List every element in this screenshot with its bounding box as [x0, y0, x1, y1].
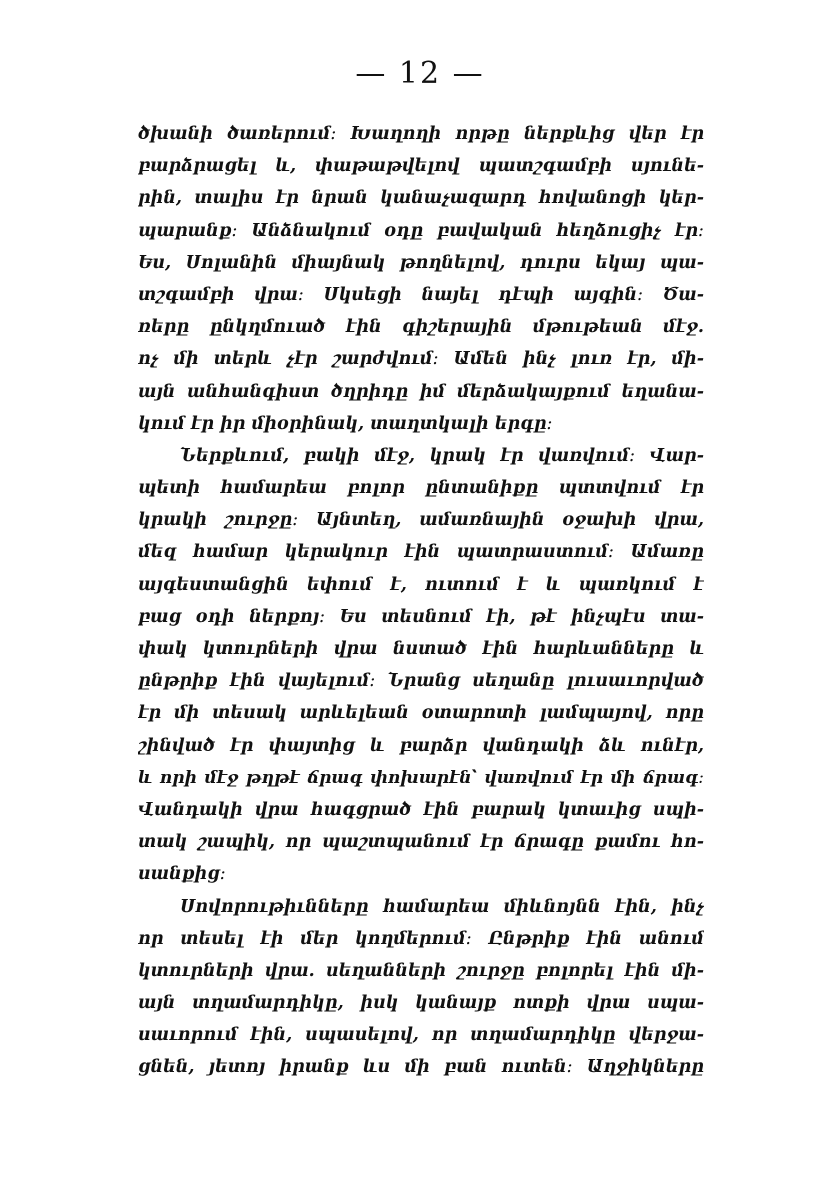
text-line: շինված էր փայտից և բարձր վանդակի ձև ունէր,	[138, 735, 704, 756]
text-line: մեզ համար կերակուր էին պատրաստում։ Ամառը	[138, 542, 704, 563]
text-line: Ես, Սոլանին միայնակ թողնելով, դուրս եկայ պա-	[138, 252, 704, 273]
body-text	[138, 118, 704, 1084]
text-line: սանքից։	[138, 864, 226, 885]
text-line: ոչ մի տերև չէր շարժվում։ Ամեն ինչ լուռ էր, մի-	[138, 349, 704, 370]
page-number: — 12 —	[355, 56, 485, 91]
text-line: տշգամբի վրա։ Սկսեցի նայել դէպի այգին։ Ծա-	[138, 284, 704, 305]
text-line: պարանք։ Անձնակում օդը բավական հեղձուցիչ էր։	[138, 220, 704, 241]
text-line: րին, տալիս էր նրան կանաչազարդ հովանոցի կեր-	[138, 188, 704, 209]
text-line: սաւորում էին, սպասելով, որ տղամարդիկը վերջա-	[138, 1025, 704, 1046]
text-line: կում էր իր միօրինակ, տաղտկալի երգը։	[138, 413, 553, 434]
text-line: այն տղամարդիկը, իսկ կանայք ոտքի վրա սպա-	[138, 993, 704, 1014]
text-line: որ տեսել էի մեր կողմերում։ Ընթրիք էին անում	[138, 928, 704, 949]
text-line: բաց օդի ներքոյ։ Ես տեսնում էի, թէ ինչպէս տա-	[138, 606, 704, 627]
text-line: փակ կտուրների վրա նստած էին հարևանները և	[138, 639, 704, 659]
text-line: էր մի տեսակ արևելեան օտարոտի լամպայով, որը	[138, 703, 704, 724]
text-line: Վանդակի վրա հագցրած էին բարակ կտաւից սպի-	[138, 799, 704, 820]
text-line: Ներքևում, բակի մէջ, կրակ էր վառվում։ Վար-	[180, 445, 704, 466]
text-line: այգեստանցին եփում է, ուտում է և պառկում է	[138, 574, 704, 595]
text-line: ծխանի ծառերում։ Խաղողի որթը ներքևից վեր էր	[138, 124, 704, 144]
text-line: և որի մէջ թղթէ ճրագ փոխարէն՝ վառվում էր մի ճրագ։	[138, 767, 704, 788]
text-line: բարձրացել և, փաթաթվելով պատշգամբի սյունե-	[138, 156, 704, 177]
text-line: այն անհանգիստ ծղրիդը իմ մերձակայքում եղանա-	[138, 381, 704, 402]
text-line: ընթրիք էին վայելում։ Նրանց սեղանը լուսաւորված	[138, 671, 704, 692]
text-line: ցնեն, յետոյ իրանք ևս մի բան ուտեն։ Աղջիկները	[138, 1057, 704, 1078]
text-line: կրակի շուրջը։ Այնտեղ, ամառնային օջախի վրա,	[138, 510, 704, 531]
text-line: ռերը ընկղմուած էին գիշերային մթութեան մէջ.	[138, 317, 704, 338]
text-line: տակ շապիկ, որ պաշտպանում էր ճրագը քամու հո-	[138, 832, 704, 853]
text-line: Սովորութիւնները համարեա միևնոյնն էին, ինչ	[180, 896, 704, 917]
text-line: պետի համարեա բոլոր ընտանիքը պտտվում էր	[138, 478, 704, 499]
text-line: կտուրների վրա. սեղանների շուրջը բոլորել էին մի-	[138, 960, 704, 981]
